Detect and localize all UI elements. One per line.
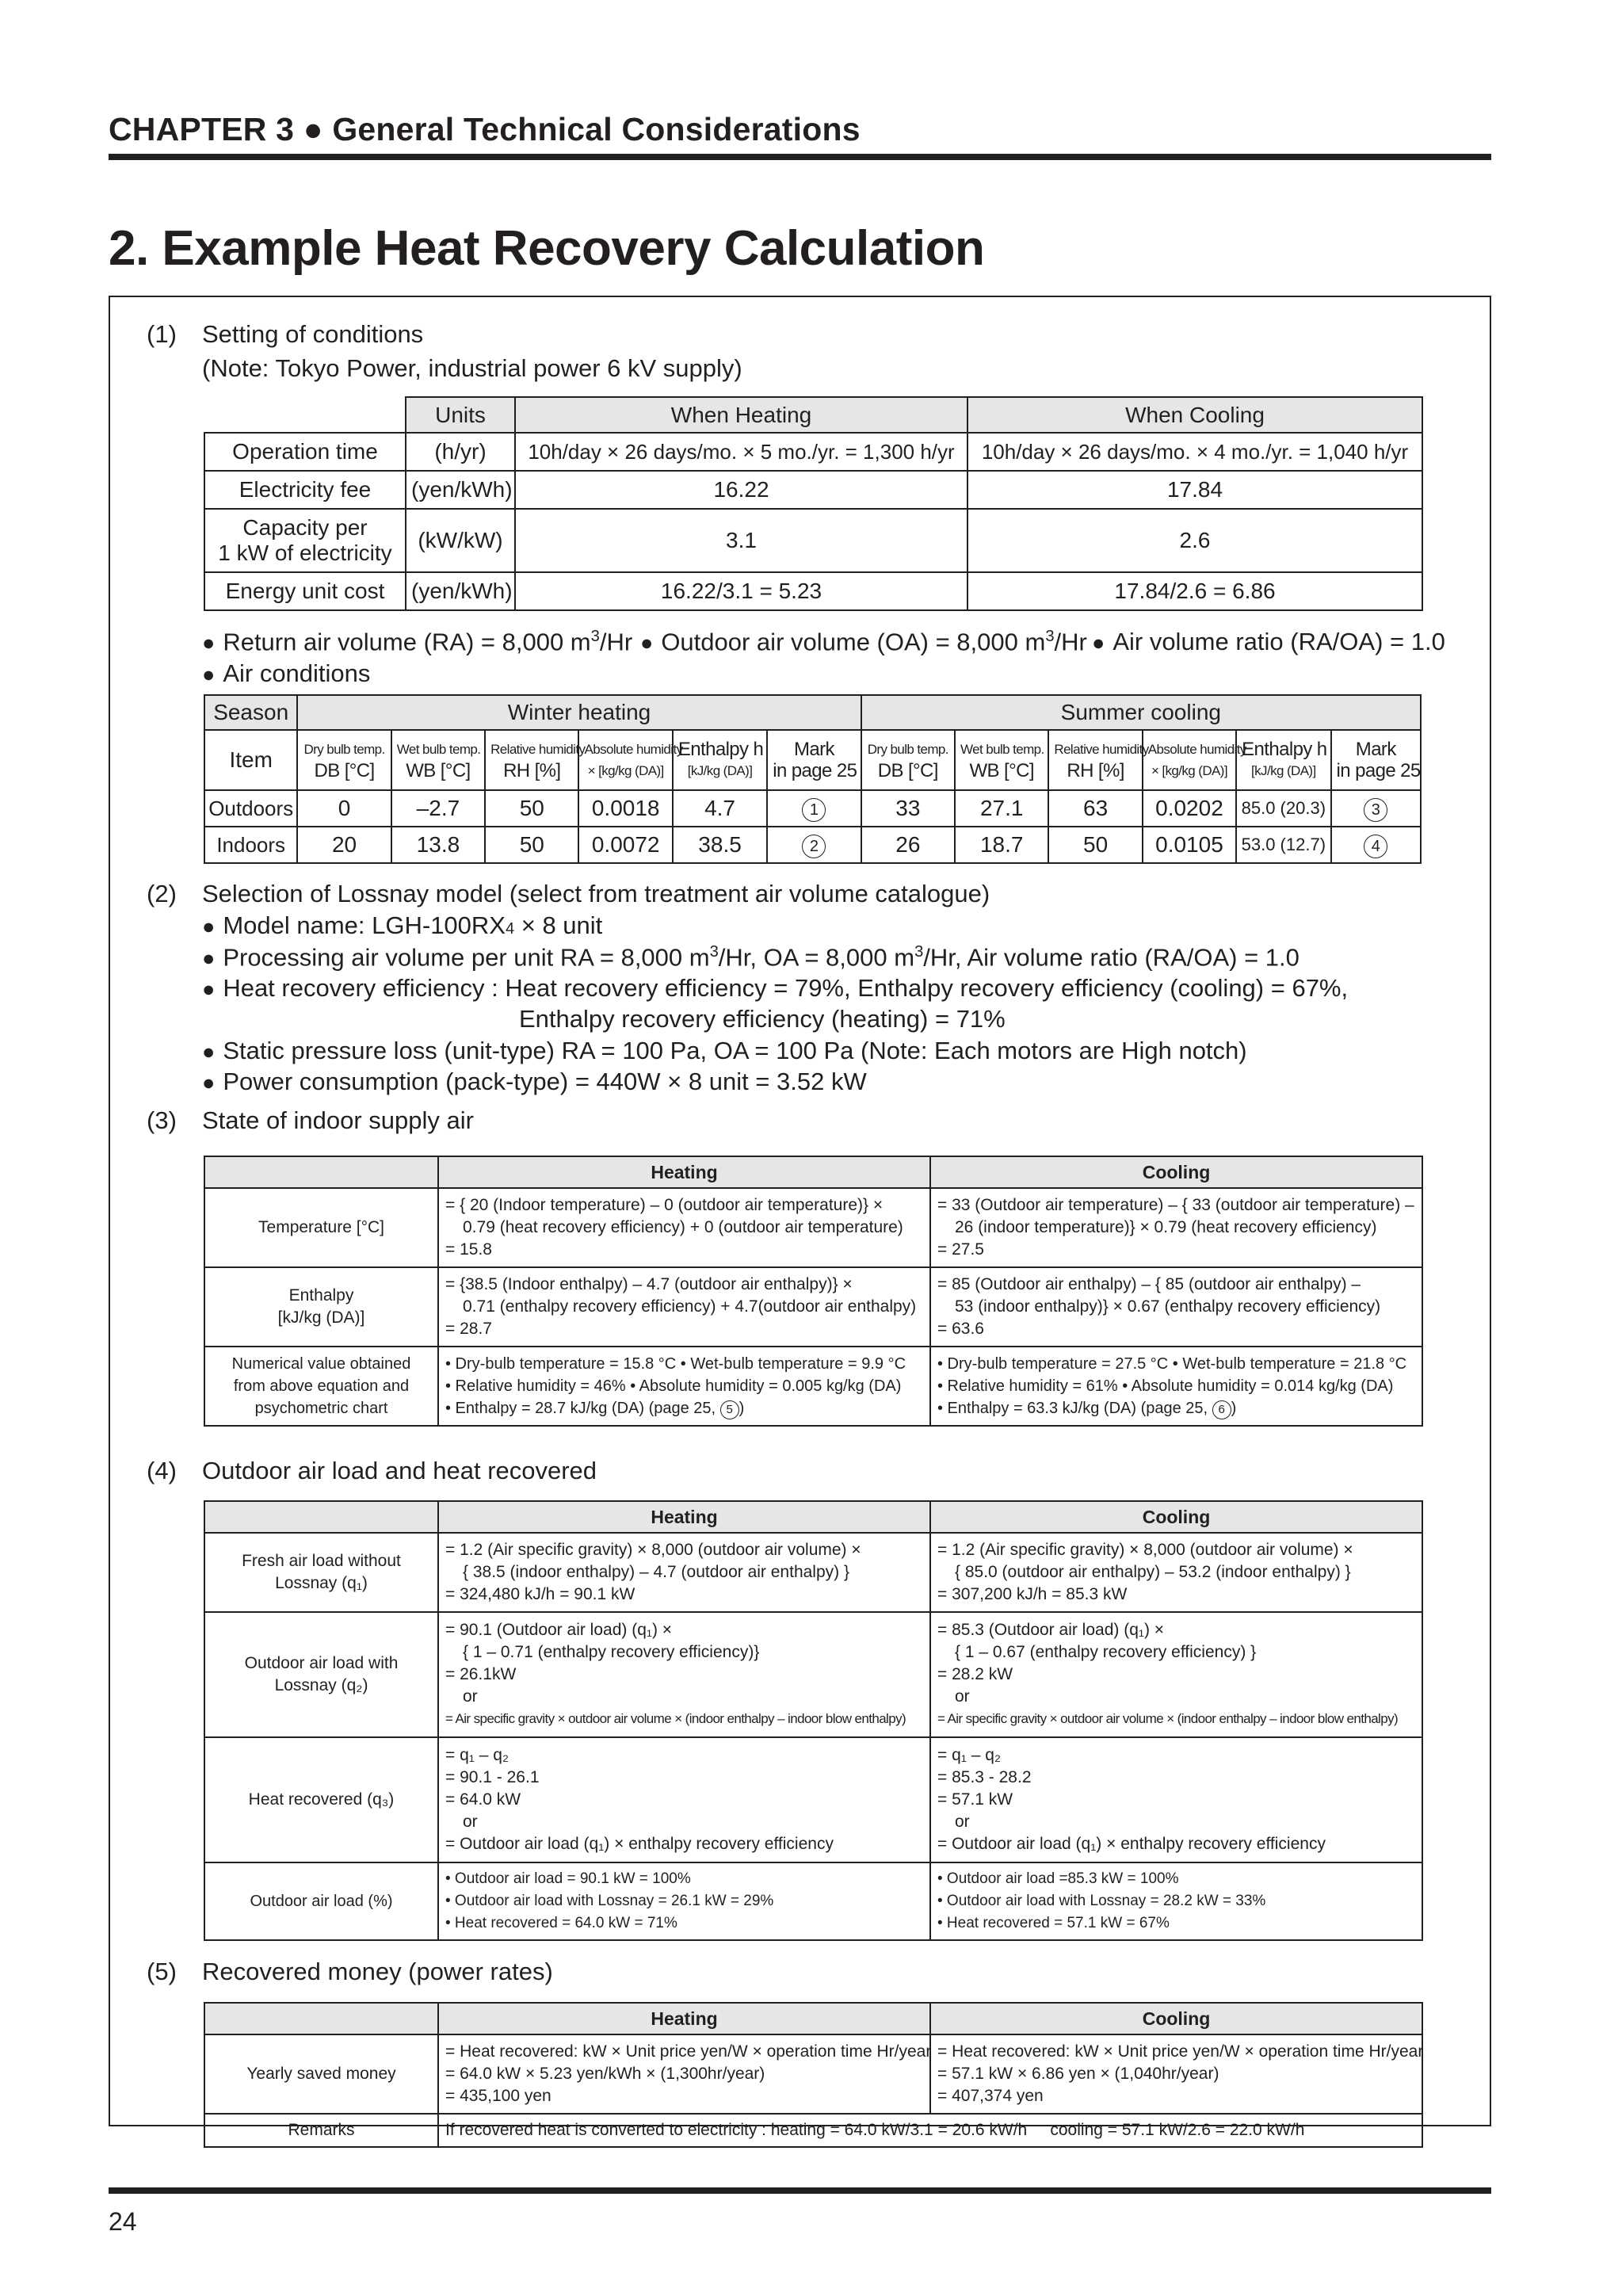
text-line: { 1 – 0.71 (enthalpy recovery efficiency)} <box>463 1643 760 1661</box>
row-label <box>204 1533 438 1612</box>
row-label <box>204 1267 438 1347</box>
blank-header <box>204 1156 438 1188</box>
section-1-note: (Note: Tokyo Power, industrial power 6 kV supply) <box>202 354 742 382</box>
air-load-table <box>204 1500 1423 1941</box>
model-text: Model name: LGH-100RX <box>223 911 506 939</box>
cell: 20 <box>297 827 391 863</box>
row-label-line: Capacity per <box>242 515 368 540</box>
mark-cell <box>1331 790 1421 827</box>
blank-header <box>204 1501 438 1533</box>
text-line: 53 (indoor enthalpy)} × 0.67 (enthalpy recovery efficiency) <box>955 1297 1381 1316</box>
label-line: Temperature [°C] <box>258 1218 384 1236</box>
col-abs-bottom: × [kg/kg (DA)] <box>1151 763 1227 778</box>
cell: 50 <box>485 790 578 827</box>
cooling-cell <box>930 1737 1422 1862</box>
unit-tail: /Hr <box>1054 628 1087 656</box>
outdoor-air-text: Outdoor air volume (OA) = 8,000 m <box>661 628 1046 656</box>
col-wb-bottom: WB [°C] <box>969 760 1034 781</box>
text-line: or <box>463 1813 478 1831</box>
text-line: • Dry-bulb temperature = 15.8 °C • Wet-bulb temperature = 9.9 °C <box>445 1355 906 1373</box>
text-line: or <box>955 1813 970 1831</box>
conditions-header-units: Units <box>406 397 515 433</box>
cooling-header: Cooling <box>930 1501 1422 1533</box>
col-db-bottom: DB [°C] <box>877 760 938 781</box>
section-4-number: (4) <box>147 1457 177 1484</box>
col-wb-top: Wet bulb temp. <box>396 742 481 757</box>
text-line: = Air specific gravity × outdoor air volume × (indoor enthalpy – indoor blow enthalpy) <box>937 1711 1399 1726</box>
col-wb <box>391 730 485 790</box>
circled-number: 5 <box>720 1400 739 1419</box>
heating-cell <box>438 1612 930 1737</box>
label-line: Lossnay (q₂) <box>274 1676 368 1694</box>
cell: 0.0018 <box>578 790 672 827</box>
row-label <box>204 1612 438 1737</box>
col-wb <box>955 730 1048 790</box>
heating-cell <box>438 1267 930 1347</box>
section-4-title: Outdoor air load and heat recovered <box>202 1457 597 1484</box>
cooling-header: Cooling <box>930 2003 1422 2034</box>
heating-cell <box>438 1188 930 1267</box>
cooling-cell <box>930 1188 1422 1267</box>
label-line: psychometric chart <box>254 1400 388 1417</box>
footer-rule <box>109 2187 1491 2194</box>
col-mark-top: Mark <box>793 739 834 760</box>
col-enth <box>673 730 767 790</box>
cell: 0.0072 <box>578 827 672 863</box>
cell: 85.0 (20.3) <box>1236 790 1330 827</box>
col-enth-bottom: [kJ/kg (DA)] <box>687 763 753 778</box>
section-1-title: Setting of conditions <box>202 320 424 348</box>
row-heating: 3.1 <box>515 509 967 572</box>
label-line: Enthalpy <box>288 1286 354 1305</box>
mark-cell <box>767 790 861 827</box>
summer-heading: Summer cooling <box>861 695 1421 730</box>
static-pressure-text: Static pressure loss (unit-type) RA = 100 Pa, OA = 100 Pa (Note: Each motors are High notch) <box>223 1037 1247 1064</box>
row-heating: 16.22 <box>515 471 967 509</box>
label-line: Lossnay (q₁) <box>275 1574 368 1592</box>
cell: 53.0 (12.7) <box>1236 827 1330 863</box>
text-line: = 64.0 kW × 5.23 yen/kWh × (1,300hr/year) <box>445 2065 765 2083</box>
text-line: = 407,374 yen <box>937 2087 1044 2105</box>
cell: 0.0105 <box>1143 827 1236 863</box>
air-ratio-text: Air volume ratio (RA/OA) = 1.0 <box>1113 628 1445 655</box>
label-line: Outdoor air load with <box>244 1654 399 1672</box>
cooling-cell <box>930 1533 1422 1612</box>
col-abs-top: Absolute humidity <box>1147 742 1246 757</box>
mark-cell <box>767 827 861 863</box>
text-line: = Outdoor air load (q₁) × enthalpy recovery efficiency <box>937 1835 1326 1853</box>
text-line: • Outdoor air load = 90.1 kW = 100% <box>445 1870 691 1887</box>
row-unit: (h/yr) <box>406 433 515 471</box>
cell: –2.7 <box>391 790 485 827</box>
cell: 4.7 <box>673 790 767 827</box>
row-label <box>204 1188 438 1267</box>
heating-cell <box>438 1533 930 1612</box>
cell: 27.1 <box>955 790 1048 827</box>
cell: 63 <box>1048 790 1142 827</box>
row-cooling: 2.6 <box>967 509 1422 572</box>
text-line: • Heat recovered = 57.1 kW = 67% <box>937 1915 1170 1931</box>
bullet-efficiency <box>202 974 1348 1003</box>
bullet-air-conditions <box>202 659 370 688</box>
section-2-number: (2) <box>147 880 177 907</box>
bullet-model-name <box>202 911 602 940</box>
row-label <box>204 1737 438 1862</box>
circled-number: 1 <box>802 798 826 822</box>
cooling-cell <box>930 1347 1422 1426</box>
efficiency-text: Heat recovery efficiency : Heat recovery efficiency = 79%, Enthalpy recovery efficiency (cooling) = 67%, <box>223 974 1349 1002</box>
processing-text-c: /Hr, Air volume ratio (RA/OA) = 1.0 <box>923 943 1300 972</box>
recovered-money-table <box>204 2002 1423 2148</box>
text-line: or <box>463 1687 478 1706</box>
text-line: = q₁ – q₂ <box>445 1746 509 1764</box>
text-line: = 85.3 - 28.2 <box>937 1768 1032 1786</box>
text-line: = 85 (Outdoor air enthalpy) – { 85 (outdoor air enthalpy) – <box>937 1275 1361 1293</box>
cell: 26 <box>861 827 955 863</box>
text-line: • Dry-bulb temperature = 27.5 °C • Wet-bulb temperature = 21.8 °C <box>937 1355 1407 1373</box>
model-tail: × 8 unit <box>514 911 603 939</box>
col-abs <box>1143 730 1246 790</box>
col-rh-bottom: RH [%] <box>1067 760 1124 781</box>
col-wb-top: Wet bulb temp. <box>960 742 1044 757</box>
text-line: = 33 (Outdoor air temperature) – { 33 (outdoor air temperature) – <box>937 1196 1414 1214</box>
col-db <box>861 730 955 790</box>
text-line: or <box>955 1687 970 1706</box>
text-line: • Enthalpy = 63.3 kJ/kg (DA) (page 25, 6 ) <box>937 1397 1415 1419</box>
text-line: • Relative humidity = 61% • Absolute humidity = 0.014 kg/kg (DA) <box>937 1377 1394 1395</box>
text-line: = 63.6 <box>937 1320 984 1338</box>
row-label <box>204 509 406 572</box>
cell: 0.0202 <box>1143 790 1236 827</box>
circled-number: 2 <box>802 835 826 858</box>
label-line: Outdoor air load (%) <box>250 1893 393 1910</box>
col-wb-bottom: WB [°C] <box>406 760 471 781</box>
efficiency-heating-text: Enthalpy recovery efficiency (heating) = 71% <box>519 1005 1006 1033</box>
header-rule <box>109 154 1491 160</box>
col-db-top: Dry bulb temp. <box>303 742 385 757</box>
winter-heading: Winter heating <box>297 695 861 730</box>
col-rh <box>1048 730 1149 790</box>
col-rh-bottom: RH [%] <box>503 760 561 781</box>
text-line: = Air specific gravity × outdoor air volume × (indoor enthalpy – indoor blow enthalpy) <box>445 1711 906 1726</box>
text-line: { 38.5 (indoor enthalpy) – 4.7 (outdoor air enthalpy) } <box>463 1563 849 1581</box>
section-5-title: Recovered money (power rates) <box>202 1958 553 1985</box>
indoors-label: Indoors <box>204 827 297 863</box>
label-line: Fresh air load without <box>242 1552 401 1570</box>
power-text: Power consumption (pack-type) = 440W × 8 unit = 3.52 kW <box>223 1068 867 1095</box>
col-mark-bottom: in page 25 <box>773 760 857 781</box>
text-line: = 90.1 (Outdoor air load) (q₁) × <box>445 1621 673 1639</box>
col-abs-bottom: × [kg/kg (DA)] <box>587 763 664 778</box>
heating-cell <box>438 1737 930 1862</box>
text-line: 0.79 (heat recovery efficiency) + 0 (outdoor air temperature) <box>463 1218 903 1236</box>
text-line: = 57.1 kW <box>937 1790 1013 1809</box>
cooling-cell <box>930 1612 1422 1737</box>
col-abs <box>578 730 683 790</box>
text-line: = 28.7 <box>445 1320 492 1338</box>
conditions-table <box>204 396 1423 611</box>
text-line: { 1 – 0.67 (enthalpy recovery efficiency) } <box>955 1643 1257 1661</box>
item-label: Item <box>204 730 297 790</box>
cell: 50 <box>1048 827 1142 863</box>
row-unit: (yen/kWh) <box>406 471 515 509</box>
col-abs-top: Absolute humidity <box>584 742 683 757</box>
bullet-processing-volume: ● Processing air volume per unit RA = 8,000 $m^3/Hr$, OA = 8,000 $m^3/Hr$, Air volume ratio (RA/OA) = 1.0 <box>202 943 1300 972</box>
heating-header: Heating <box>438 1156 930 1188</box>
text-line: = 307,200 kJ/h = 85.3 kW <box>937 1585 1128 1603</box>
section-3-title: State of indoor supply air <box>202 1106 474 1134</box>
text-line: • Enthalpy = 28.7 kJ/kg (DA) (page 25, 5 ) <box>445 1397 923 1419</box>
heating-header: Heating <box>438 1501 930 1533</box>
row-unit: (yen/kWh) <box>406 572 515 610</box>
row-cooling: 10h/day × 26 days/mo. × 4 mo./yr. = 1,040 h/yr <box>967 433 1422 471</box>
label-line: from above equation and <box>233 1377 410 1395</box>
blank-header <box>204 2003 438 2034</box>
text-line: = 15.8 <box>445 1240 492 1259</box>
row-label: Energy unit cost <box>204 572 406 610</box>
row-label-line: 1 kW of electricity <box>218 541 392 565</box>
cell: 33 <box>861 790 955 827</box>
text-line: • Outdoor air load with Lossnay = 28.2 kW = 33% <box>937 1893 1266 1909</box>
bullet-return-air: ● Return air volume (RA) = 8,000 $m^3/Hr$ <box>202 628 632 656</box>
text-line: • Outdoor air load with Lossnay = 26.1 kW = 29% <box>445 1893 774 1909</box>
model-subscript: 4 <box>505 920 515 938</box>
row-label <box>204 1347 438 1426</box>
text-line: = 26.1kW <box>445 1665 517 1683</box>
text-line: = Heat recovered: kW × Unit price yen/W × operation time Hr/year <box>445 2042 932 2061</box>
text-line: = 28.2 kW <box>937 1665 1013 1683</box>
processing-text-a: Processing air volume per unit RA = 8,000 m <box>223 943 710 972</box>
bullet-outdoor-air: ● Outdoor air volume (OA) = 8,000 $m^3/Hr$ <box>640 628 1087 656</box>
text-line: = 85.3 (Outdoor air load) (q₁) × <box>937 1621 1165 1639</box>
text-line: = 324,480 kJ/h = 90.1 kW <box>445 1585 635 1603</box>
col-enth-bottom: [kJ/kg (DA)] <box>1251 763 1316 778</box>
text-line: • Relative humidity = 46% • Absolute humidity = 0.005 kg/kg (DA) <box>445 1377 902 1395</box>
row-cooling: 17.84/2.6 = 6.86 <box>967 572 1422 610</box>
col-rh-top: Relative humidity <box>1054 742 1149 757</box>
cell: 50 <box>485 827 578 863</box>
text-line: = 435,100 yen <box>445 2087 551 2105</box>
conditions-corner <box>204 397 406 433</box>
row-label: Operation time <box>204 433 406 471</box>
conditions-header-heating: When Heating <box>515 397 967 433</box>
circled-number: 6 <box>1212 1400 1231 1419</box>
section-5-number: (5) <box>147 1958 177 1985</box>
row-heating: 16.22/3.1 = 5.23 <box>515 572 967 610</box>
label-line: Numerical value obtained <box>231 1355 411 1373</box>
air-conditions-text: Air conditions <box>223 659 371 687</box>
text-line: = {38.5 (Indoor enthalpy) – 4.7 (outdoor air enthalpy)} × <box>445 1275 853 1293</box>
section-3-number: (3) <box>147 1106 177 1134</box>
enthalpy-text: • Enthalpy = 63.3 kJ/kg (DA) (page 25, <box>937 1400 1212 1417</box>
col-enth-top: Enthalpy h <box>1242 739 1327 760</box>
supply-air-table <box>204 1156 1423 1427</box>
yearly-label: Yearly saved money <box>204 2034 438 2114</box>
col-db-bottom: DB [°C] <box>314 760 375 781</box>
circled-number: 4 <box>1364 835 1387 858</box>
text-line: = 1.2 (Air specific gravity) × 8,000 (outdoor air volume) × <box>445 1541 861 1559</box>
text-line: = 1.2 (Air specific gravity) × 8,000 (outdoor air volume) × <box>937 1541 1353 1559</box>
row-cooling: 17.84 <box>967 471 1422 509</box>
text-line: = 57.1 kW × 6.86 yen × (1,040hr/year) <box>937 2065 1219 2083</box>
text-line: = q₁ – q₂ <box>937 1746 1002 1764</box>
heating-cell <box>438 2034 930 2114</box>
col-enth-top: Enthalpy h <box>677 739 764 760</box>
col-mark <box>1331 730 1421 790</box>
text-line: 0.71 (enthalpy recovery efficiency) + 4.7(outdoor air enthalpy) <box>463 1297 917 1316</box>
text-line: = { 20 (Indoor temperature) – 0 (outdoor air temperature)} × <box>445 1196 884 1214</box>
cooling-cell <box>930 2034 1422 2114</box>
return-air-text: Return air volume (RA) = 8,000 m <box>223 628 591 656</box>
label-line: [kJ/kg (DA)] <box>277 1308 365 1327</box>
unit-tail: /Hr <box>599 628 633 656</box>
enthalpy-text: • Enthalpy = 28.7 kJ/kg (DA) (page 25, <box>445 1400 720 1417</box>
heating-cell <box>438 1347 930 1426</box>
col-rh <box>485 730 586 790</box>
page-number: 24 <box>109 2207 137 2236</box>
season-label: Season <box>204 695 297 730</box>
circled-number: 3 <box>1364 798 1387 822</box>
cell: 38.5 <box>673 827 767 863</box>
bullet-power-consumption <box>202 1068 867 1096</box>
heating-cell <box>438 1862 930 1940</box>
chapter-header: CHAPTER 3 ● General Technical Considerations <box>109 111 861 147</box>
cell: 0 <box>297 790 391 827</box>
text-line: 26 (indoor temperature)} × 0.79 (heat recovery efficiency) <box>955 1218 1377 1236</box>
row-heating: 10h/day × 26 days/mo. × 5 mo./yr. = 1,300 h/yr <box>515 433 967 471</box>
text-line: { 85.0 (outdoor air enthalpy) – 53.2 (indoor enthalpy) } <box>955 1563 1351 1581</box>
outdoors-label: Outdoors <box>204 790 297 827</box>
text-line: = 27.5 <box>937 1240 984 1259</box>
col-mark-top: Mark <box>1355 739 1396 760</box>
text-line: • Outdoor air load =85.3 kW = 100% <box>937 1870 1179 1887</box>
text-line: = Heat recovered: kW × Unit price yen/W × operation time Hr/year <box>937 2042 1424 2061</box>
cell: 13.8 <box>391 827 485 863</box>
cooling-cell <box>930 1267 1422 1347</box>
col-mark-bottom: in page 25 <box>1336 760 1421 781</box>
conditions-header-cooling: When Cooling <box>967 397 1422 433</box>
remarks-label: Remarks <box>204 2114 438 2147</box>
col-rh-top: Relative humidity <box>490 742 586 757</box>
text-line: = 64.0 kW <box>445 1790 521 1809</box>
section-1-number: (1) <box>147 320 177 348</box>
text-line: = Outdoor air load (q₁) × enthalpy recovery efficiency <box>445 1835 834 1853</box>
cooling-cell <box>930 1862 1422 1940</box>
bullet-static-pressure <box>202 1037 1247 1065</box>
cooling-header: Cooling <box>930 1156 1422 1188</box>
section-2-title: Selection of Lossnay model (select from treatment air volume catalogue) <box>202 880 990 907</box>
text-line: = 90.1 - 26.1 <box>445 1768 540 1786</box>
row-label <box>204 1862 438 1940</box>
processing-text-b: /Hr, OA = 8,000 m <box>718 943 915 972</box>
col-db-top: Dry bulb temp. <box>867 742 948 757</box>
text-line: • Heat recovered = 64.0 kW = 71% <box>445 1915 677 1931</box>
air-conditions-table <box>204 694 1422 864</box>
bullet-air-ratio <box>1092 628 1445 656</box>
col-mark <box>767 730 861 790</box>
col-enth <box>1236 730 1330 790</box>
row-label: Electricity fee <box>204 471 406 509</box>
heating-header: Heating <box>438 2003 930 2034</box>
row-unit: (kW/kW) <box>406 509 515 572</box>
mark-cell <box>1331 827 1421 863</box>
remarks-text: If recovered heat is converted to electricity : heating = 64.0 kW/3.1 = 20.6 kW/h cooling = 57.1 kW/2.6 = 22.0 kW/h <box>438 2114 1422 2147</box>
col-db <box>297 730 391 790</box>
label-line: Heat recovered (q₃) <box>248 1790 395 1809</box>
cell: 18.7 <box>955 827 1048 863</box>
page-title: 2. Example Heat Recovery Calculation <box>109 221 985 276</box>
